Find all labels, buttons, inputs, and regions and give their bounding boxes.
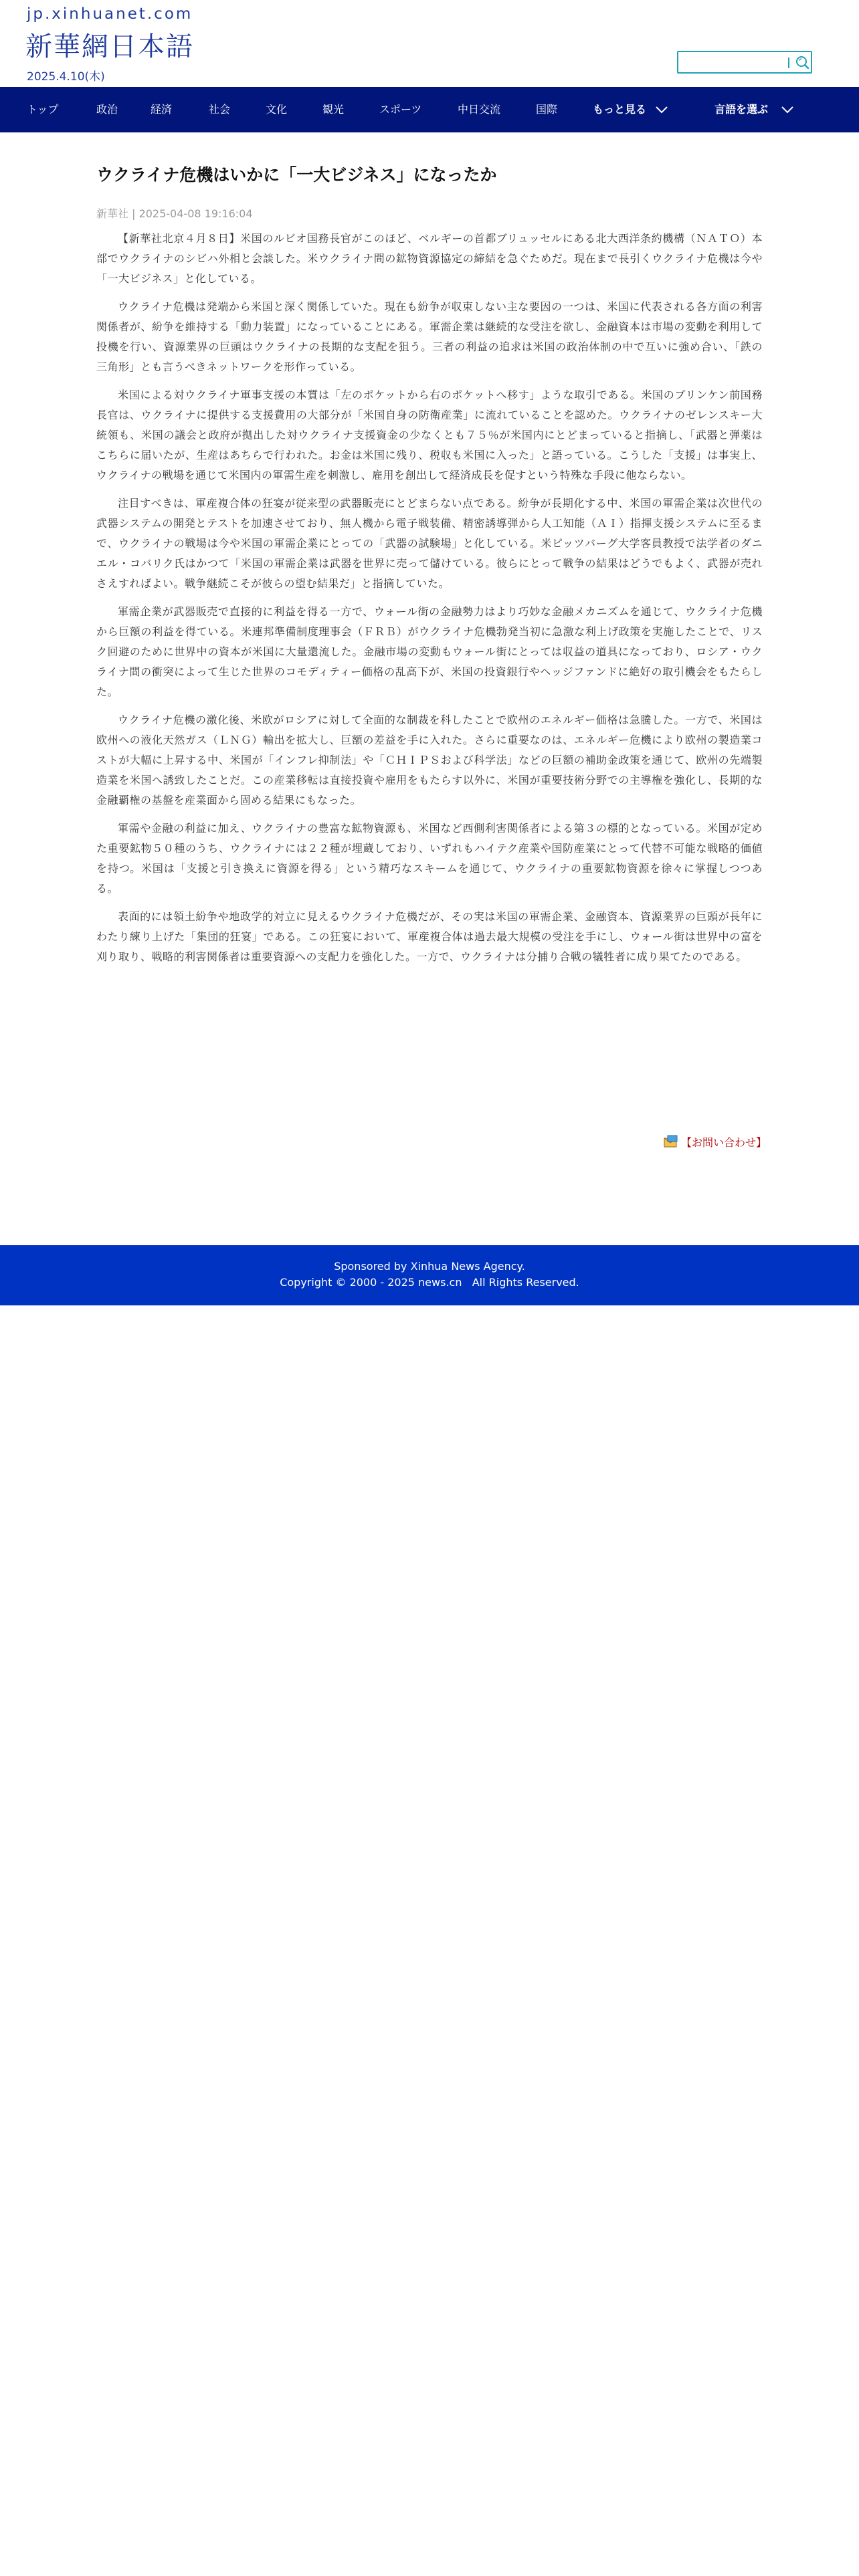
contact-link[interactable]: [664, 1133, 767, 1150]
article-paragraph: 表面的には領土紛争や地政学的対立に見えるウクライナ危機だが、その実は米国の軍需企業、金融資本、資源業界の巨頭が長年にわたり練り上げた「集団的狂宴」である。この狂宴において、軍産複合体は過去最大規模の受注を手にし、ウォール街は世界中の富を刈り取り、戦略的利害関係者は重要資源への支配力を強化した。一方で、ウクライナは分捕り合戦の犠牲者に成り果てたのである。: [96, 910, 763, 963]
site-footer: [0, 1245, 859, 1305]
language-select-label: 言語を選ぶ: [714, 103, 769, 116]
nav-more-dropdown[interactable]: [593, 87, 673, 132]
nav-item-economy[interactable]: 経済: [151, 103, 173, 116]
nav-item-china-japan[interactable]: 中日交流: [458, 103, 501, 116]
language-select[interactable]: [714, 87, 808, 132]
article-paragraph: 軍需や金融の利益に加え、ウクライナの豊富な鉱物資源も、米国など西側利害関係者による第３の標的となっている。米国が定めた重要鉱物５０種のうち、ウクライナには２２種が埋蔵しており、いずれもハイテク産業や国防産業にとって代替不可能な戦略的価値を持つ。米国は「支援と引き換えに資源を得る」という精巧なスキームを通じて、ウクライナの重要鉱物資源を徐々に掌握しつつある。: [96, 822, 763, 895]
search-icon: [793, 53, 811, 71]
article-body: [96, 229, 763, 975]
site-domain[interactable]: jp.xinhuanet.com: [27, 5, 193, 23]
footer-copyright: Copyright © 2000 - 2025 news.cn All Rights Reserved.: [280, 1276, 579, 1289]
nav-item-tourism[interactable]: 観光: [322, 103, 345, 116]
footer-sponsor: Sponsored by Xinhua News Agency.: [334, 1260, 525, 1273]
search-input[interactable]: [681, 54, 784, 72]
search-divider: [788, 58, 789, 68]
site-header: [0, 0, 859, 87]
nav-more-label: もっと見る: [593, 103, 647, 116]
nav-item-sports[interactable]: スポーツ: [379, 103, 422, 116]
contact-label: 【お問い合わせ】: [681, 1136, 767, 1149]
nav-item-culture[interactable]: 文化: [266, 103, 288, 116]
search-box: [677, 51, 812, 74]
article-title: ウクライナ危機はいかに「一大ビジネス」になったか: [96, 165, 497, 185]
nav-item-international[interactable]: 国際: [536, 103, 558, 116]
chevron-down-icon: [780, 104, 795, 116]
search-button[interactable]: [793, 53, 811, 71]
mail-icon: [664, 1135, 678, 1148]
article-meta: 新華社 | 2025-04-08 19:16:04: [96, 207, 253, 220]
main-nav: [0, 87, 859, 132]
article-paragraph: ウクライナ危機の激化後、米欧がロシアに対して全面的な制裁を科したことで欧州のエネルギー価格は急騰した。一方で、米国は欧州への液化天然ガス（ＬＮＧ）輸出を拡大し、巨額の差益を手に入れた。さらに重要なのは、エネルギー危機により欧州の製造業コストが大幅に上昇する中、米国が「インフレ抑制法」や「ＣＨＩＰＳおよび科学法」などの巨額の補助金政策を通じて、欧州の先端製造業を米国へ誘致したことだ。この産業移転は直接投資や雇用をもたらす以外に、米国が重要技術分野での主導権を強化し、長期的な金融覇権の基盤を産業面から固める結果にもなった。: [96, 714, 763, 807]
chevron-down-icon: [654, 104, 669, 116]
site-logo[interactable]: 新華網日本語: [25, 31, 194, 62]
article-paragraph: 【新華社北京４月８日】米国のルビオ国務長官がこのほど、ベルギーの首都ブリュッセルにある北大西洋条約機構（ＮＡＴＯ）本部でウクライナのシビハ外相と会談した。米ウクライナ間の鉱物資源協定の締結を急ぐためだ。現在まで長引くウクライナ危機は今や「一大ビジネス」と化している。: [96, 232, 763, 285]
nav-item-politics[interactable]: 政治: [96, 103, 118, 116]
current-date: 2025.4.10(木): [27, 70, 105, 84]
article-paragraph: 軍需企業が武器販売で直接的に利益を得る一方で、ウォール街の金融勢力はより巧妙な金融メカニズムを通じて、ウクライナ危機から巨額の利益を得ている。米連邦準備制度理事会（ＦＲＢ）がウクライナ危機勃発当初に急激な利上げ政策を実施したことで、リスク回避のために世界中の資本が米国に大量還流した。金融市場の変動もウォール街にとっては収益の道具になっており、ロシア・ウクライナ間の衝突によって生じた世界のコモディティー価格の乱高下が、米国の投資銀行やヘッジファンドに絶好の取引機会をもたらした。: [96, 605, 763, 698]
article-paragraph: ウクライナ危機は発端から米国と深く関係していた。現在も紛争が収束しない主な要因の一つは、米国に代表される各方面の利害関係者が、紛争を維持する「動力装置」になっていることにある。軍需企業は継続的な受注を欲し、金融資本は市場の変動を利用して投機を行い、資源業界の巨頭はウクライナの長期的な支配を狙う。三者の利益の追求は米国の政治体制の中で互いに強め合い、「鉄の三角形」とも言うべきネットワークを形作っている。: [96, 300, 763, 373]
nav-item-top[interactable]: トップ: [27, 103, 59, 116]
article-paragraph: 米国による対ウクライナ軍事支援の本質は「左のポケットから右のポケットへ移す」ような取引である。米国のブリンケン前国務長官は、ウクライナに提供する支援費用の大部分が「米国自身の防衛産業」に流れていることを認めた。ウクライナのゼレンスキー大統領も、米国の議会と政府が拠出した対ウクライナ支援資金の少なくとも７５％が米国内にとどまっていると指摘し、「武器と弾薬はこちらに届いたが、生産はあちらで行われた。お金は米国に残り、税収も米国に入った」と語っている。こうした「支援」は事実上、ウクライナの戦場を通じて米国内の軍需生産を刺激し、雇用を創出して経済成長を促すという特殊な手段に他ならない。: [96, 389, 763, 481]
article-paragraph: 注目すべきは、軍産複合体の狂宴が従来型の武器販売にとどまらない点である。紛争が長期化する中、米国の軍需企業は次世代の武器システムの開発とテストを加速させており、無人機から電子戦装備、精密誘導弾から人工知能（ＡＩ）指揮支援システムに至るまで、ウクライナの戦場は今や米国の軍需企業にとっての「武器の試験場」と化している。米ピッツバーグ大学客員教授で法学者のダニエル・コバリク氏はかつて「米国の軍需企業は武器を世界に売って儲けている。彼らにとって戦争の結果はどうでもよく、武器が売れさえすればよい。戦争継続こそが彼らの望む結果だ」と指摘していた。: [96, 497, 763, 590]
nav-item-society[interactable]: 社会: [209, 103, 231, 116]
